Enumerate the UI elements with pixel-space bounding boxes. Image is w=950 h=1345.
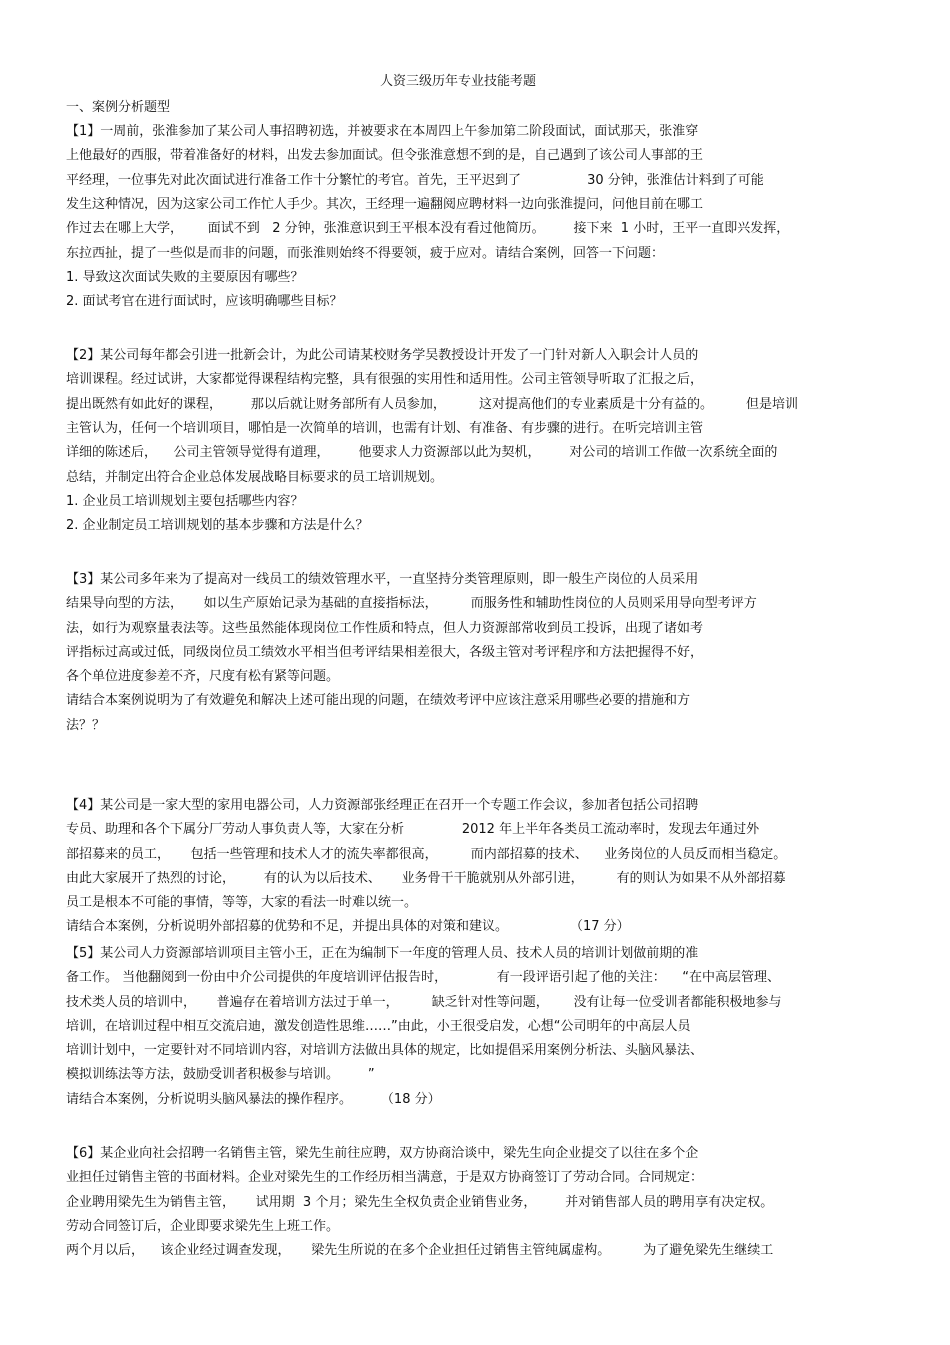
case-3-paragraph-line: 各个单位进度参差不齐，尺度有松有紧等问题。	[66, 669, 340, 684]
case-5-paragraph-line: 培训计划中，一定要针对不同培训内容，对培训方法做出具体的规定，比如提倡采用案例分析法、头脑风暴法、	[66, 1043, 704, 1058]
case-3-paragraph-line: 评指标过高或过低，同级岗位员工绩效水平相当但考评结果相差很大，各级主管对考评程序和方法把握得不好，	[66, 645, 704, 660]
case-5-paragraph-line: 培训，在培训过程中相互交流启迪，激发创造性思维……”由此，小王很受启发，心想“公司明年的中高层人员	[66, 1019, 691, 1034]
case-5-paragraph-line: 技术类人员的培训中， 普遍存在着培训方法过于单一， 缺乏针对性等问题， 没有让每一位受训者都能积极地参与	[66, 995, 782, 1010]
case-1-paragraph-line: 发生这种情况，因为这家公司工作忙人手少。其次，王经理一遍翻阅应聘材料一边向张淮提问，问他目前在哪工	[66, 197, 704, 212]
case-6-paragraph-line: 两个月以后， 该企业经过调查发现， 梁先生所说的在多个企业担任过销售主管纯属虚构。 为了避免梁先生继续工	[66, 1243, 774, 1258]
case-4-paragraph-line: 由此大家展开了热烈的讨论， 有的认为以后技术、 业务骨干干脆就别从外部引进， 有的则认为如果不从外部招募	[66, 871, 786, 886]
case-3-paragraph-line: 法，如行为观察量表法等。这些虽然能体现岗位工作性质和特点，但人力资源部常收到员工投诉，出现了诸如考	[66, 621, 704, 636]
case-1-paragraph-line: 上他最好的西服，带着准备好的材料，出发去参加面试。但令张淮意想不到的是，自己遇到了该公司人事部的王	[66, 148, 704, 163]
case-6-paragraph-line: 【6】某企业向社会招聘一名销售主管，梁先生前往应聘，双方协商洽谈中，梁先生向企业提交了以往在多个企	[66, 1146, 699, 1161]
case-4-paragraph-line: 员工是根本不可能的事情，等等，大家的看法一时难以统一。	[66, 895, 418, 910]
case-1-question-line: 2. 面试考官在进行面试时，应该明确哪些目标？	[66, 294, 343, 309]
case-2-paragraph-line: 【2】某公司每年都会引进一批新会计，为此公司请某校财务学吴教授设计开发了一门针对新人入职会计人员的	[66, 348, 699, 363]
case-6-paragraph-line: 业担任过销售主管的书面材料。企业对梁先生的工作经历相当满意，于是双方协商签订了劳动合同。合同规定：	[66, 1170, 704, 1185]
case-2-paragraph-line: 提出既然有如此好的课程， 那以后就让财务部所有人员参加， 这对提高他们的专业素质是十分有益的。 但是培训	[66, 397, 799, 412]
case-3-paragraph-line: 【3】某公司多年来为了提高对一线员工的绩效管理水平，一直坚持分类管理原则，即一般生产岗位的人员采用	[66, 572, 699, 587]
case-2-paragraph-line: 总结，并制定出符合企业总体发展战略目标要求的员工培训规划。	[66, 470, 444, 485]
case-1-paragraph-line: 平经理，一位事先对此次面试进行准备工作十分繁忙的考官。首先，王平迟到了 30 分钟，张淮估计料到了可能	[66, 173, 764, 188]
case-4-question-line: 请结合本案例，分析说明外部招募的优势和不足，并提出具体的对策和建议。 （17 分）	[66, 919, 630, 934]
document-title: 人资三级历年专业技能考题	[380, 74, 537, 89]
case-5-paragraph-line: 备工作。 当他翻阅到一份由中介公司提供的年度培训评估报告时， 有一段评语引起了他的关注： “在中高层管理、	[66, 970, 780, 985]
section-heading: 一、案例分析题型	[66, 100, 171, 115]
case-2-paragraph-line: 详细的陈述后， 公司主管领导觉得有道理， 他要求人力资源部以此为契机， 对公司的培训工作做一次系统全面的	[66, 445, 778, 460]
case-2-paragraph-line: 培训课程。经过试讲，大家都觉得课程结构完整，具有很强的实用性和适用性。公司主管领导听取了汇报之后，	[66, 372, 704, 387]
case-2-paragraph-line: 主管认为，任何一个培训项目，哪怕是一次简单的培训，也需有计划、有准备、有步骤的进行。在听完培训主管	[66, 421, 704, 436]
case-4-paragraph-line: 部招募来的员工， 包括一些管理和技术人才的流失率都很高， 而内部招募的技术、 业务岗位的人员反而相当稳定。	[66, 847, 787, 862]
case-1-paragraph-line: 东拉西扯，提了一些似是而非的问题，而张淮则始终不得要领，疲于应对。请结合案例，回答一下问题：	[66, 246, 665, 261]
case-1-question-line: 1. 导致这次面试失败的主要原因有哪些？	[66, 270, 304, 285]
case-6-paragraph-line: 企业聘用梁先生为销售主管， 试用期 3 个月；梁先生全权负责企业销售业务， 并对销售部人员的聘用享有决定权。	[66, 1195, 774, 1210]
case-4-paragraph-line: 【4】某公司是一家大型的家用电器公司，人力资源部张经理正在召开一个专题工作会议，参加者包括公司招聘	[66, 798, 699, 813]
case-5-paragraph-line: 模拟训练法等方法，鼓励受训者积极参与培训。 ”	[66, 1067, 375, 1082]
case-5-question-line: 请结合本案例，分析说明头脑风暴法的操作程序。 （18 分）	[66, 1092, 441, 1107]
case-1-paragraph-line: 【1】一周前，张淮参加了某公司人事招聘初选，并被要求在本周四上午参加第二阶段面试，面试那天，张淮穿	[66, 124, 699, 139]
case-5-paragraph-line: 【5】某公司人力资源部培训项目主管小王，正在为编制下一年度的管理人员、技术人员的培训计划做前期的准	[66, 946, 699, 961]
case-2-question-line: 1. 企业员工培训规划主要包括哪些内容？	[66, 494, 304, 509]
case-6-paragraph-line: 劳动合同签订后，企业即要求梁先生上班工作。	[66, 1219, 340, 1234]
case-3-paragraph-line: 结果导向型的方法， 如以生产原始记录为基础的直接指标法， 而服务性和辅助性岗位的人员则采用导向型考评方	[66, 596, 757, 611]
case-3-question-line: 请结合本案例说明为了有效避免和解决上述可能出现的问题，在绩效考评中应该注意采用哪些必要的措施和方	[66, 693, 691, 708]
case-2-question-line: 2. 企业制定员工培训规划的基本步骤和方法是什么？	[66, 518, 369, 533]
case-1-paragraph-line: 作过去在哪上大学， 面试不到 2 分钟，张淮意识到王平根本没有看过他简历。 接下来 1 小时，王平一直即兴发挥，	[66, 221, 790, 236]
case-3-question-line: 法？？	[66, 718, 106, 733]
case-4-paragraph-line: 专员、助理和各个下属分厂劳动人事负责人等，大家在分析 2012 年上半年各类员工流动率时，发现去年通过外	[66, 822, 760, 837]
